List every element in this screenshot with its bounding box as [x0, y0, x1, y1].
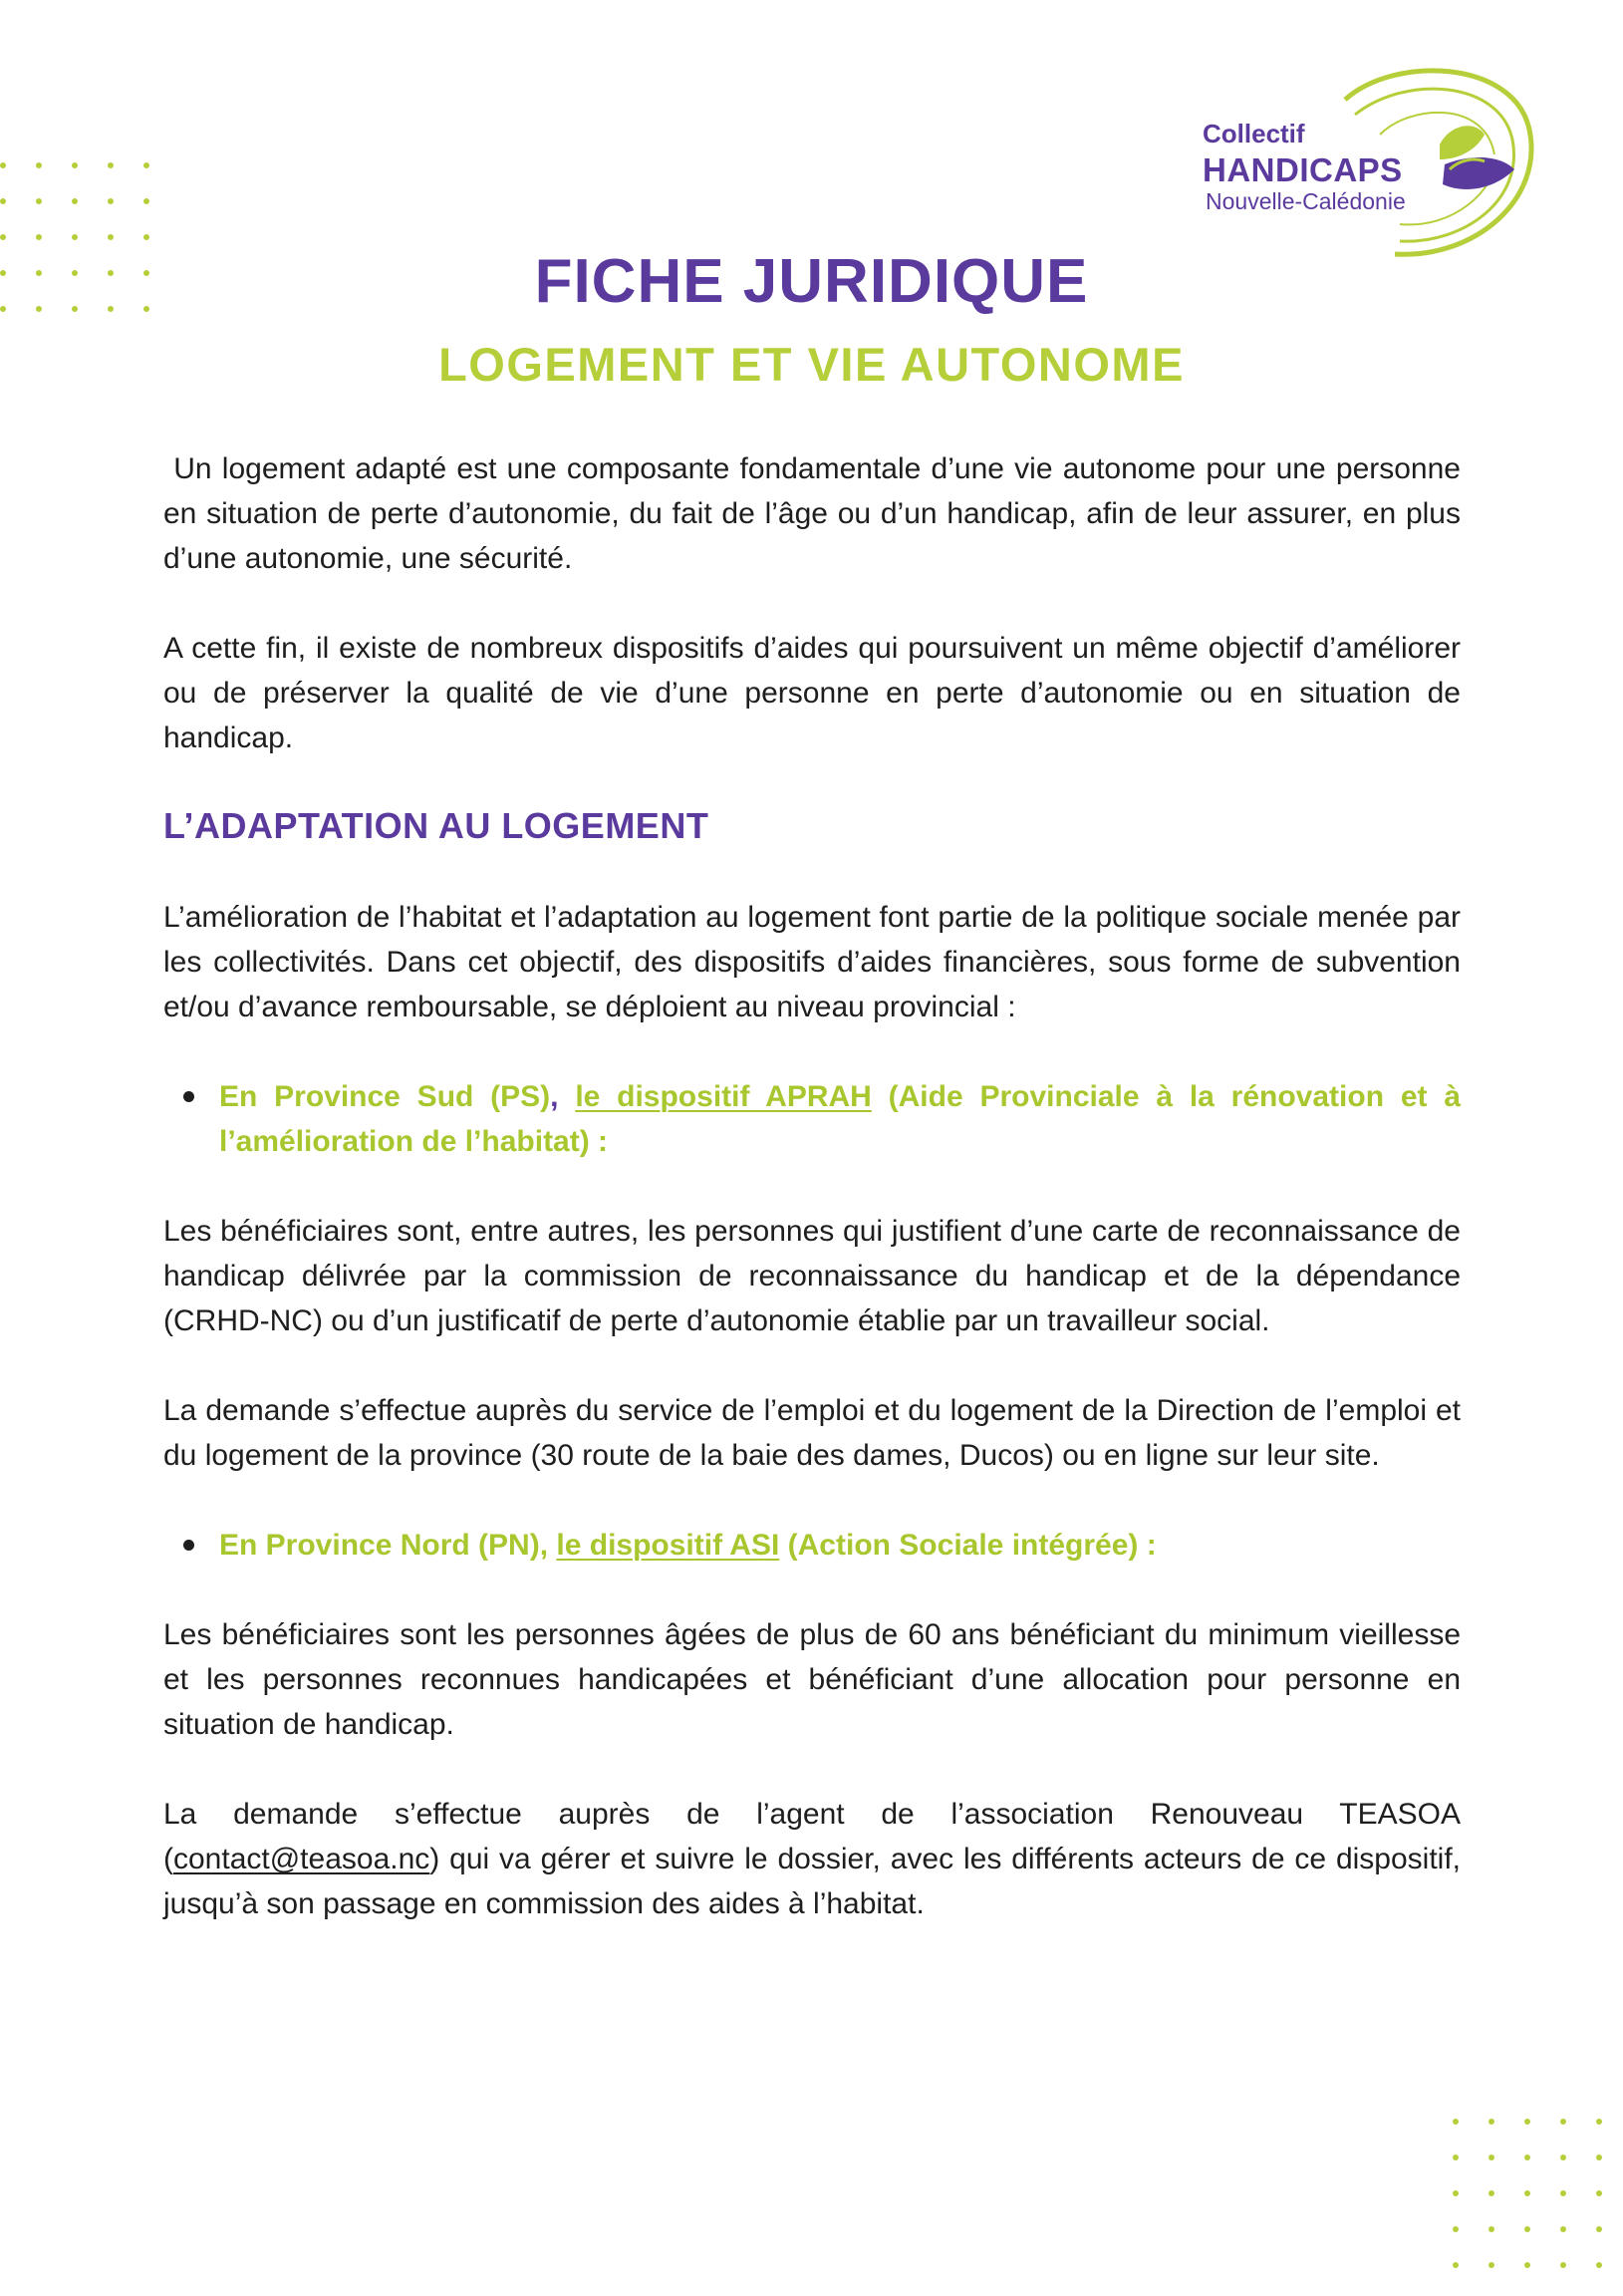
decorative-dot: [108, 234, 114, 240]
pn-paragraph-demande: [163, 1792, 1461, 1926]
decorative-dot: [1524, 2226, 1530, 2232]
decorative-dot: [1560, 2119, 1566, 2125]
decorative-dot: [1453, 2119, 1459, 2125]
pn-demande-text-before: La demande s’effectue auprès de l’agent de l’association Renouveau TEASOA (: [163, 1798, 1461, 1875]
decorative-dot: [1524, 2119, 1530, 2125]
intro-paragraph-1: Un logement adapté est une composante fondamentale d’une vie autonome pour une personne en situation de perte d’autonomie, du fait de l’âge ou d’un handicap, afin de leur assurer, en plus d’une autonomie, une sécurité.: [163, 452, 1470, 575]
decorative-dot: [1488, 2154, 1494, 2160]
bullet-province-nord: [163, 1523, 1461, 1568]
decorative-dot: [1596, 2262, 1602, 2268]
logo-text-nouvelle-caledonie: Nouvelle-Calédonie: [1206, 188, 1406, 214]
section-paragraph-1: L’amélioration de l’habitat et l’adaptation au logement font partie de la politique sociale menée par les collectivités. Dans cet objectif, des dispositifs d’aides financières, sous forme de subvention et/ou d’avance remboursable, se déploient au niveau provincial :: [163, 901, 1461, 1023]
page-subtitle: LOGEMENT ET VIE AUTONOME: [438, 338, 1185, 391]
intro-paragraph-2: A cette fin, il existe de nombreux dispositifs d’aides qui poursuivent un même objectif d’améliorer ou de préserver la qualité de vie d’une personne en perte d’autonomie ou en situation de handicap.: [163, 632, 1461, 754]
decorative-dot: [1453, 2154, 1459, 2160]
bullet-dot: [183, 1540, 194, 1551]
bullet-province-sud: [163, 1074, 1461, 1164]
logo-text-handicaps: HANDICAPS: [1203, 151, 1403, 188]
decorative-dot: [0, 234, 6, 240]
decorative-dot: [108, 198, 114, 204]
decorative-dot: [1560, 2190, 1566, 2196]
email-link-teasoa[interactable]: contact@teasoa.nc: [173, 1843, 430, 1875]
decorative-dot: [1524, 2262, 1530, 2268]
pn-demande-text-after: ) qui va gérer et suivre le dossier, avec les différents acteurs de ce dispositif, jusqu’à son passage en commission des aides à l’habitat.: [163, 1843, 1461, 1920]
decorative-dot: [1596, 2119, 1602, 2125]
decorative-dot: [1488, 2190, 1494, 2196]
decorative-dot: [1560, 2226, 1566, 2232]
bullet-pn-tail: (Action Sociale intégrée) :: [779, 1529, 1157, 1562]
bullet-dot: [183, 1091, 194, 1102]
decorative-dot: [1453, 2226, 1459, 2232]
logo-text-collectif: Collectif: [1203, 119, 1305, 148]
decorative-dot: [143, 162, 149, 168]
decorative-dot: [1524, 2154, 1530, 2160]
bullet-pn-lead: En Province Nord (PN),: [219, 1529, 557, 1562]
decorative-dot: [72, 162, 78, 168]
decorative-dot: [72, 234, 78, 240]
collectif-handicaps-logo: [1196, 60, 1554, 269]
ps-paragraph-beneficiaires: Les bénéficiaires sont, entre autres, les personnes qui justifient d’une carte de reconnaissance de handicap délivrée par la commission de reconnaissance du handicap et de la dépendance (CRHD-NC) ou d’un justificatif de perte d’autonomie établie par un travailleur social.: [163, 1215, 1461, 1337]
decorative-dot: [36, 198, 42, 204]
decorative-dot: [1524, 2190, 1530, 2196]
decorative-dot: [72, 198, 78, 204]
bullet-ps-tail: (Aide Provinciale à la rénovation et à l’amélioration de l’habitat) :: [219, 1080, 1462, 1158]
decorative-dot: [108, 162, 114, 168]
bullet-ps-lead: En Province Sud (PS): [219, 1080, 551, 1113]
decorative-dot: [36, 234, 42, 240]
ps-paragraph-demande: La demande s’effectue auprès du service de l’emploi et du logement de la Direction de l’emploi et du logement de la province (30 route de la baie des dames, Ducos) ou en ligne sur leur site.: [163, 1394, 1461, 1472]
pn-paragraph-beneficiaires: Les bénéficiaires sont les personnes âgées de plus de 60 ans bénéficiant du minimum vieillesse et les personnes reconnues handicapées et bénéficiant d’une allocation pour personne en situation de handicap.: [163, 1618, 1461, 1741]
decorative-dot: [1596, 2154, 1602, 2160]
bullet-ps-sep: ,: [550, 1080, 576, 1113]
decorative-dot: [1453, 2190, 1459, 2196]
decorative-dot: [1488, 2226, 1494, 2232]
document-body: [163, 446, 1470, 1971]
decorative-dot: [143, 234, 149, 240]
decorative-dot: [1596, 2190, 1602, 2196]
bullet-ps-link-aprah[interactable]: le dispositif APRAH: [575, 1080, 872, 1113]
decorative-dot: [1488, 2262, 1494, 2268]
decorative-dot: [143, 198, 149, 204]
decorative-dot-grid-right: [1453, 2119, 1602, 2268]
decorative-dot: [0, 198, 6, 204]
decorative-dot: [1453, 2262, 1459, 2268]
page-title: FICHE JURIDIQUE: [534, 247, 1089, 316]
decorative-dot: [1560, 2262, 1566, 2268]
bullet-pn-link-asi[interactable]: le dispositif ASI: [556, 1529, 780, 1562]
decorative-dot: [0, 162, 6, 168]
decorative-dot: [36, 162, 42, 168]
decorative-dot: [1596, 2226, 1602, 2232]
section-heading-adaptation: L’ADAPTATION AU LOGEMENT: [163, 805, 709, 846]
decorative-dot: [1560, 2154, 1566, 2160]
decorative-dot: [1488, 2119, 1494, 2125]
